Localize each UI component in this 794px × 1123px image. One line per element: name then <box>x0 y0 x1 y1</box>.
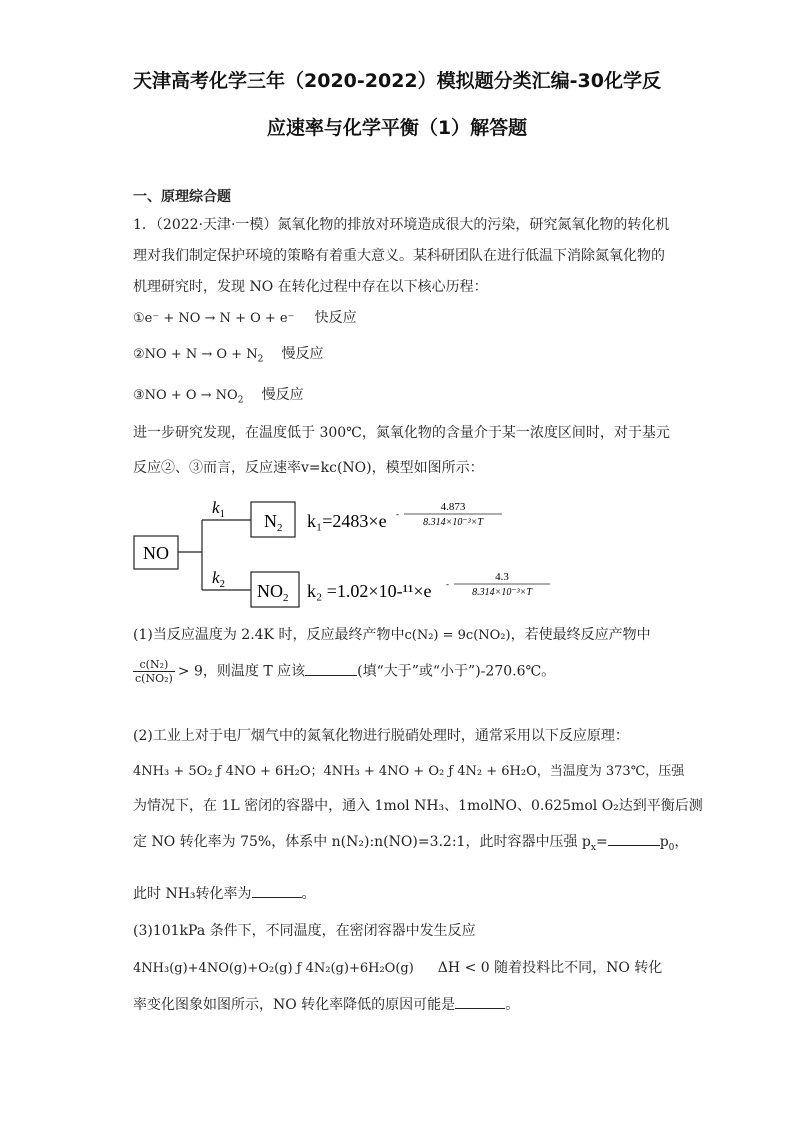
p1-ratio-den: c(NO₂) <box>135 672 173 685</box>
p3-line3 <box>133 994 519 1014</box>
p2-line2: 为情况下，在 1L 密闭的容器中，通入 1mol NH₃、1molNO、0.625mol O₂达到平衡后测 <box>133 798 703 814</box>
k1-exp-denominator: 8.314×10⁻³×T <box>423 517 483 528</box>
p2-line3 <box>133 831 688 853</box>
p2-period: 。 <box>301 886 316 902</box>
p2-pressure-blank[interactable] <box>608 831 660 846</box>
q1-line2: 理对我们制定保护环境的策略有着重大意义。某科研团队在进行低温下消除氮氧化物的 <box>133 248 665 264</box>
p3-text-b: 率变化图象如图所示，NO 转化率降低的原因可能是 <box>133 997 456 1013</box>
p2-line1: (2)工业上对于电厂烟气中的氮氧化物进行脱硝处理时，通常采用以下反应原理： <box>133 728 629 744</box>
section-heading: 一、原理综合题 <box>133 189 231 205</box>
n2-label: $N_2$ <box>264 511 283 534</box>
k2-label: $k_2$ <box>212 568 226 590</box>
k1-equation: k₁=2483×e <box>307 511 387 531</box>
k1-exp-minus: - <box>396 509 399 519</box>
p2-equations: 4NH₃ + 5O₂ ƒ 4NO + 6H₂O；4NH₃ + 4NO + O₂ ƒ 4N₂ + 6H₂O，当温度为 373℃，压强 <box>133 764 685 779</box>
p1-text-a: (1)当反应温度为 2.4K 时，反应最终产物中 <box>133 627 405 643</box>
step3-equation: ③NO + O → NO <box>133 388 238 403</box>
step3-tag: 慢反应 <box>261 387 304 403</box>
p1-text-d: > 9，则温度 T 应该 <box>177 663 306 680</box>
k1-exp-numerator: 4.873 <box>440 501 466 513</box>
p2-comma: ， <box>674 834 689 850</box>
k2-exp-numerator: 4.3 <box>495 571 509 583</box>
p2-px-sub: x <box>590 842 596 853</box>
step2-equation: ②NO + N → O + N <box>133 347 258 362</box>
p1-answer-blank[interactable] <box>305 661 357 676</box>
p2-conversion-blank[interactable] <box>252 883 302 898</box>
p3-line2 <box>133 957 662 977</box>
step1 <box>133 307 357 327</box>
q1-line4: 进一步研究发现，在温度低于 300℃，氮氧化物的含量介于某一浓度区间时，对于基元 <box>133 425 670 441</box>
k2-equation: k₂ =1.02×10-¹¹×e <box>307 581 432 601</box>
step1-equation: ①e⁻ + NO → N + O + e⁻ <box>133 311 295 326</box>
reaction-model-diagram <box>130 490 570 615</box>
document-title-line1: 天津高考化学三年（2020-2022）模拟题分类汇编-30化学反 <box>133 70 661 92</box>
step3: ③NO + $O \to NO_2$ 慢反应 <box>133 387 304 406</box>
p3-reason-blank[interactable] <box>455 994 505 1009</box>
p1-line1 <box>133 624 651 644</box>
p2-text-d: 此时 NH₃转化率为 <box>133 886 252 902</box>
p2-text-c: 定 NO 转化率为 75%，体系中 n(N₂):n(NO)=3.2:1，此时容器中压强 p <box>133 834 591 850</box>
p2-p0: p <box>659 834 669 850</box>
p3-line1: (3)101kPa 条件下，不同温度，在密闭容器中发生反应 <box>133 923 476 939</box>
step2-tag: 慢反应 <box>281 346 324 362</box>
p1-ratio <box>133 658 175 685</box>
p1-text-e: (填“大于”或“小于”)-270.6℃。 <box>357 663 556 680</box>
document-title-line2: 应速率与化学平衡（1）解答题 <box>266 117 528 139</box>
k2-exp-denominator: 8.314×10⁻³×T <box>472 587 532 598</box>
k2-exp-minus: - <box>446 579 449 589</box>
p2-equals: = <box>595 834 608 850</box>
no2-label: $NO_2$ <box>257 581 289 604</box>
no-label: NO <box>143 543 169 563</box>
q1-line1: 1．（2022·天津·一模）氮氧化物的排放对环境造成很大的污染，研究氮氧化物的转化机 <box>133 217 670 233</box>
p2-p0-sub: 0 <box>668 842 675 853</box>
p2-line4 <box>133 883 316 903</box>
q1-line3: 机理研究时，发现 NO 在转化过程中存在以下核心历程： <box>133 279 488 295</box>
p1-text-c: ，若使最终反应产物中 <box>510 627 651 643</box>
p3-equation: 4NH₃(g)+4NO(g)+O₂(g) ƒ 4N₂(g)+6H₂O(g) <box>133 961 414 976</box>
k1-label: $k_1$ <box>212 498 226 520</box>
p1-ratio-num: c(N₂) <box>133 658 175 672</box>
p3-period: 。 <box>505 997 520 1013</box>
p1-condition: c(N₂) = 9c(NO₂) <box>404 628 511 643</box>
q1-line5: 反应②、③而言，反应速率v=kc(NO)，模型如图所示： <box>133 460 484 476</box>
step2: ②NO + $N \to O + N_2$ 慢反应 <box>133 346 324 365</box>
p1-line2 <box>133 658 555 685</box>
p3-enthalpy-text: ΔH < 0 随着投料比不同，NO 转化 <box>437 960 663 976</box>
step1-tag: 快反应 <box>314 310 357 326</box>
